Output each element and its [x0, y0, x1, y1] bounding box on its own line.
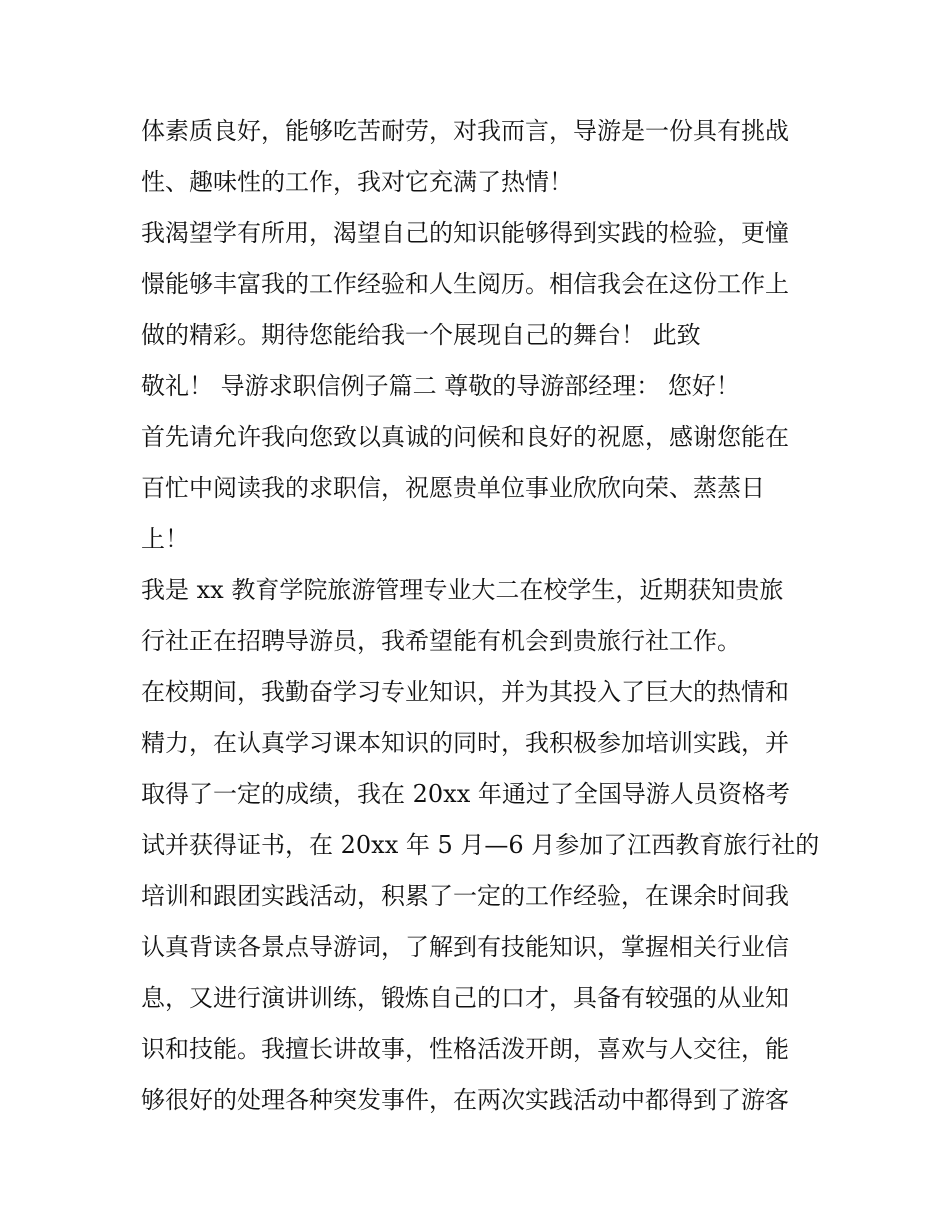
text-line: 息，又进行演讲训练，锻炼自己的口才，具备有较强的从业知: [141, 984, 789, 1012]
text-line: 试并获得证书，在 20xx 年 5 月—6 月参加了江西教育旅行社的: [141, 831, 820, 859]
text-line: 体素质良好，能够吃苦耐劳，对我而言，导游是一份具有挑战: [141, 117, 789, 145]
text-line: 上！: [141, 525, 189, 553]
text-line: 首先请允许我向您致以真诚的问候和良好的祝愿，感谢您能在: [141, 423, 789, 451]
text-line: 识和技能。我擅长讲故事，性格活泼开朗，喜欢与人交往，能: [141, 1035, 789, 1063]
text-line: 我渴望学有所用，渴望自己的知识能够得到实践的检验，更憧: [141, 219, 789, 247]
text-line: 在校期间，我勤奋学习专业知识，并为其投入了巨大的热情和: [141, 678, 789, 706]
text-line: 我是 xx 教育学院旅游管理专业大二在校学生，近期获知贵旅: [141, 576, 784, 604]
text-line: 取得了一定的成绩，我在 20xx 年通过了全国导游人员资格考: [141, 780, 790, 808]
body-text: [141, 106, 821, 1126]
text-line: 培训和跟团实践活动，积累了一定的工作经验，在课余时间我: [141, 882, 789, 910]
text-line: 百忙中阅读我的求职信，祝愿贵单位事业欣欣向荣、蒸蒸日: [141, 474, 765, 502]
text-line: 敬礼！ 导游求职信例子篇二 尊敬的导游部经理： 您好！: [141, 372, 740, 400]
text-line: 憬能够丰富我的工作经验和人生阅历。相信我会在这份工作上: [141, 270, 789, 298]
text-line: 性、趣味性的工作，我对它充满了热情！: [141, 168, 573, 196]
text-line: 行社正在招聘导游员，我希望能有机会到贵旅行社工作。: [141, 627, 741, 655]
text-line: 认真背读各景点导游词，了解到有技能知识，掌握相关行业信: [141, 933, 789, 961]
text-line: 精力，在认真学习课本知识的同时，我积极参加培训实践，并: [141, 729, 789, 757]
text-line: 够很好的处理各种突发事件，在两次实践活动中都得到了游客: [141, 1086, 789, 1114]
text-line: 做的精彩。期待您能给我一个展现自己的舞台！ 此致: [141, 321, 701, 349]
